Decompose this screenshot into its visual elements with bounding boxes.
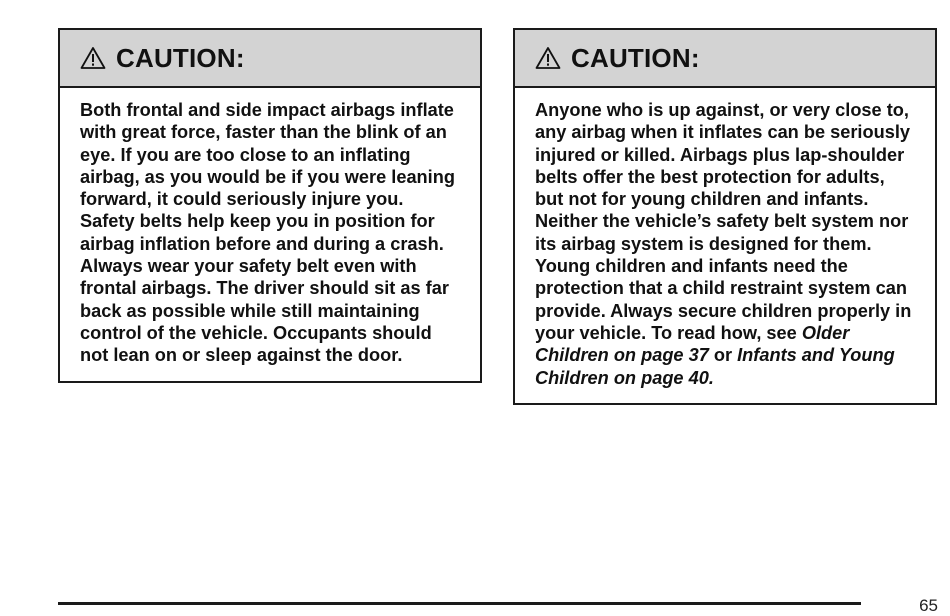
caution-text: . [708,367,714,388]
page-number: 65 [919,596,938,615]
caution-title: CAUTION: [571,42,700,73]
footer-rule [58,602,861,605]
cross-reference-link[interactable]: Infants and Young Children on page 40 [535,345,895,388]
warning-triangle-icon [535,46,561,70]
caution-title: CAUTION: [116,42,245,73]
caution-header [60,30,480,88]
caution-header [515,30,935,88]
caution-text: or [708,345,738,366]
caution-box-airbag-proximity [513,28,937,405]
warning-triangle-icon [80,46,106,70]
caution-body [515,88,935,403]
cross-reference-link[interactable]: Older Children on page 37 [535,322,850,366]
caution-box-airbag-force [58,28,482,383]
caution-text: Anyone who is up against, or very close to, any airbag when it inflates can be seriously injured or killed. Airbags plus lap-shoulder belts offer the best protection for adults, but not for young children and infants. Neither the vehicle’s safety belt system nor its airbag system is designed for them. Young children and infants need the protection that a child restraint system can provide. Always secure children properly in your vehicle. To read how, see [535,100,912,343]
caution-text: Both frontal and side impact airbags inflate with great force, faster than the blink of an eye. If you are too close to an inflating airbag, as you would be if you were leaning forward, it could seriously injure you. Safety belts help keep you in position for airbag inflation before and during a crash. Always wear your safety belt even with frontal airbags. The driver should sit as far back as possible while still maintaining control of the vehicle. Occupants should not lean on or sleep against the door. [80,100,455,366]
caution-body [60,88,480,381]
